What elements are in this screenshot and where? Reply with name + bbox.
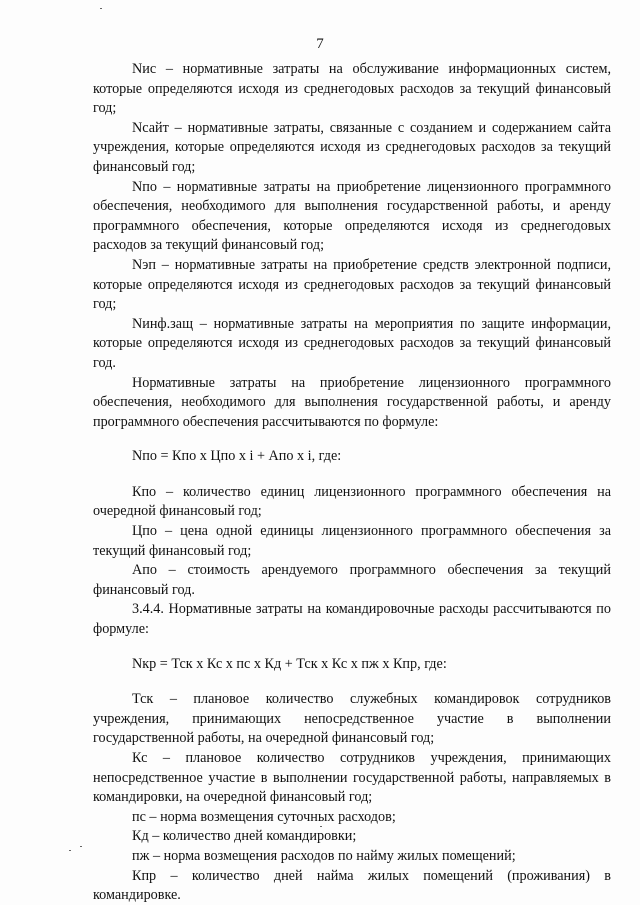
definition-kpr: Кпр – количество дней найма жилых помещений (проживания) в командировке. [93, 867, 611, 904]
page-number: 7 [316, 36, 324, 52]
definition-nis: Nис – нормативные затраты на обслуживание информационных систем, которые определяются исходя из среднегодовых расходов за текущий финансовый год; [93, 61, 611, 117]
definition-pzh: пж – норма возмещения расходов по найму жилых помещений; [132, 847, 516, 864]
definition-ks: Кс – плановое количество сотрудников учреждения, принимающих непосредственное участие в выполнении государственной работы, направляемых в командировки, на очередной финансовый год; [93, 750, 611, 806]
travel-costs-formula: Nкр = Тск x Кс x пс x Кд + Тск x Кс x пж x Кпр, где: [132, 655, 447, 672]
definition-nsait: Nсайт – нормативные затраты, связанные с созданием и содержанием сайта учреждения, которые определяются исходя из среднегодовых расходов за текущий финансовый год; [93, 119, 611, 175]
definition-kd: Кд – количество дней командировки; [132, 828, 357, 845]
scan-speck [69, 850, 71, 851]
software-costs-intro: Нормативные затраты на приобретение лицензионного программного обеспечения, необходимого для выполнения государственной работы, и аренду программного обеспечения рассчитываются по формуле: [93, 374, 611, 430]
definition-ps: пс – норма возмещения суточных расходов; [132, 808, 396, 825]
definition-npo: Nпо – нормативные затраты на приобретение лицензионного программного обеспечения, необходимого для выполнения государственной работы, и аренду программного обеспечения, которые определяются исходя из среднегодовых расходов за текущий финансовый год; [93, 178, 611, 254]
scan-speck [320, 826, 322, 827]
definition-ninf-zasch: Nинф.защ – нормативные затраты на мероприятия по защите информации, которые определяются исходя из среднегодовых расходов за текущий финансовый год. [93, 315, 611, 371]
scan-speck [100, 8, 102, 9]
definition-kpo: Кпо – количество единиц лицензионного программного обеспечения на очередной финансовый год; [93, 483, 611, 520]
software-costs-formula: Nпо = Кпо x Цпо x i + Апо x i, где: [132, 448, 342, 465]
scan-speck [80, 846, 82, 847]
section-3-4-4-heading: 3.4.4. Нормативные затраты на командировочные расходы рассчитываются по формуле: [93, 601, 611, 638]
definition-nep: Nэп – нормативные затраты на приобретение средств электронной подписи, которые определяются исходя из среднегодовых расходов за текущий финансовый год; [93, 256, 611, 313]
definition-tspo: Цпо – цена одной единицы лицензионного программного обеспечения за текущий финансовый год; [93, 523, 611, 559]
definition-tsk: Тск – плановое количество служебных командировок сотрудников учреждения, принимающих непосредственное участие в выполнении государственной работы, на очередной финансовый год; [93, 691, 611, 747]
definition-apo: Апо – стоимость арендуемого программного обеспечения за текущий финансовый год. [93, 562, 611, 598]
page-body [93, 60, 611, 906]
